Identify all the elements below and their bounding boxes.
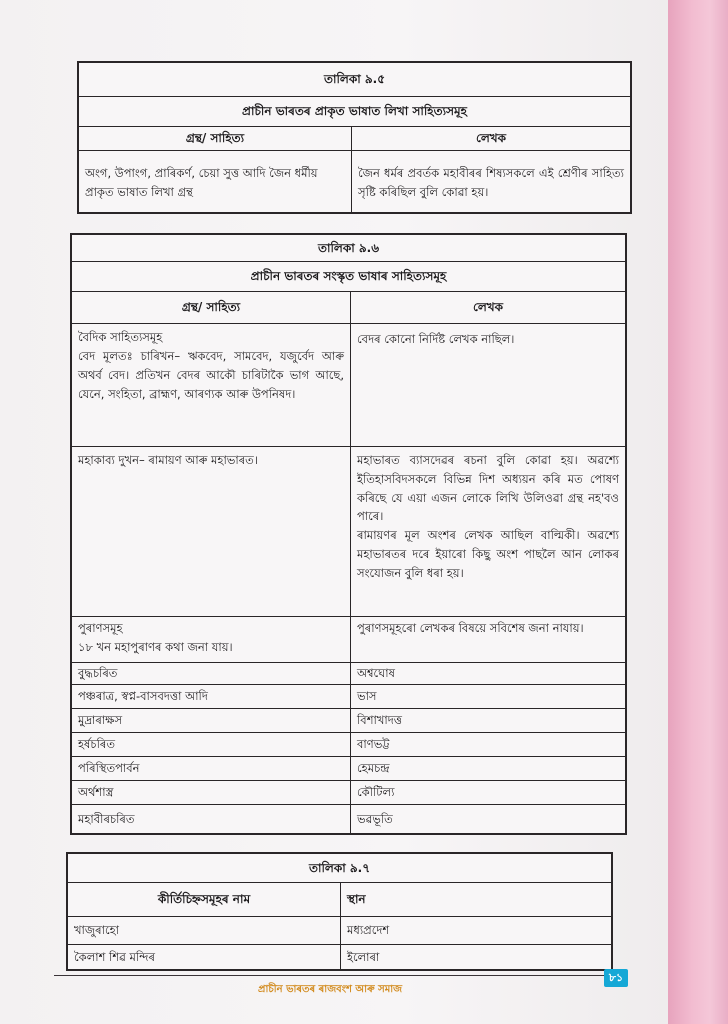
table-caption: তালিকা ৯.৭ [308,860,371,875]
table-9-5 [77,61,632,214]
table-row [72,732,625,756]
table-cell: হেমচন্দ্ৰ [350,757,625,780]
table-row [72,780,625,804]
table-cell: পঞ্চৰাত্ৰ, স্বপ্ন-বাসবদত্তা আদি [78,689,208,703]
table-cell: মহাকাব্য দুখন– ৰামায়ণ আৰু মহাভাৰত। [78,453,258,467]
table-caption: তালিকা ৯.৫ [323,72,386,86]
column-header: গ্ৰন্থ/ সাহিত্য [185,131,245,145]
table-header-row [68,882,611,916]
table-9-7 [66,852,613,971]
table-cell: হৰ্ষচৰিত [78,737,115,751]
table-caption-row [79,63,630,96]
table-row [72,804,625,833]
table-title-row [79,96,630,126]
table-cell: বিশাখাদত্ত [350,709,625,732]
table-cell: পৰিস্থিতপাৰ্বন [78,761,140,775]
table-cell: পুৰাণসমূহৰো লেখকৰ বিষয়ে সবিশেষ জনা নাযায়। [350,617,625,662]
table-row [79,150,630,212]
table-cell: ইলোৰা [340,945,611,969]
table-cell: ভৱভূতি [350,805,625,833]
table-cell: বেদৰ কোনো নিৰ্দিষ্ট লেখক নাছিল। [350,324,625,446]
page-edge [668,0,728,1024]
table-cell: ভাস [350,685,625,708]
footer-rule [54,975,606,976]
table-cell: মহাভাৰত ব্যাসদেৱৰ ৰচনা বুলি কোৱা হয়। অৱশ্যে ইতিহাসবিদসকলে বিভিন্ন দিশ অধ্যয়ন কৰি মত পোষণ কৰিছে যে এয়া এজন লোকে লিখি উলিওৱা গ্ৰন্থ নহ'বও পাৰে। ৰামায়ণৰ মূল অংশৰ লেখক আছিল বাল্মিকী। অৱশ্যে মহাভাৰতৰ দৰে ইয়াৰো কিছু অংশ পাছলৈ আন লোকৰ সংযোজন বুলি ধৰা হয়। [350,447,625,616]
table-title: প্ৰাচীন ভাৰতৰ প্ৰাকৃত ভাষাত লিখা সাহিত্যসমূহ [242,104,467,118]
table-cell: মধ্যপ্ৰদেশ [340,917,611,944]
column-header: কীৰ্তিচিহ্নসমূহৰ নাম [157,892,251,906]
table-row [68,944,611,969]
table-cell: জৈন ধৰ্মৰ প্ৰবৰ্তক মহাবীৰৰ শিষ্যসকলে এই শ্ৰেণীৰ সাহিত্য সৃষ্টি কৰিছিল বুলি কোৱা হয়। [351,151,630,212]
table-cell: পুৰাণসমূহ ১৮ খন মহাপুৰাণৰ কথা জনা যায়। [78,621,233,654]
table-row [72,616,625,662]
table-caption-row [68,854,611,882]
table-row [68,916,611,944]
table-row [72,708,625,732]
table-cell: অংগ, উপাংগ, প্ৰাৰিকৰ্ণ, চেয়া সুত্ত আদি জৈন ধৰ্মীয় প্ৰাকৃত ভাষাত লিখা গ্ৰন্থ [85,165,318,199]
table-row [72,756,625,780]
table-header-row [72,291,625,323]
table-cell: কৌটিল্য [350,781,625,804]
table-cell: বাণভট্ট [350,733,625,756]
table-cell: খাজুৰাহো [74,923,119,937]
column-header: লেখক [350,292,625,323]
page-number: ৮১ [604,969,628,987]
table-title-row [72,261,625,291]
table-cell: অশ্বঘোষ [350,663,625,684]
table-cell: বুদ্ধচৰিত [78,666,118,680]
table-row [72,662,625,684]
column-header: লেখক [351,127,630,150]
column-header: স্থান [340,883,611,916]
table-row [72,323,625,446]
table-row [72,446,625,616]
table-row [72,684,625,708]
column-header: গ্ৰন্থ/ সাহিত্য [181,300,241,314]
table-cell: মুদ্ৰাৰাক্ষস [78,713,123,727]
running-footer: প্ৰাচীন ভাৰতৰ ৰাজবংশ আৰু সমাজ [258,984,403,995]
table-header-row [79,126,630,150]
table-cell: মহাবীৰচৰিত [78,811,135,826]
table-cell: বৈদিক সাহিত্যসমূহ বেদ মূলতঃ চাৰিখন– ঋকবেদ, সামবেদ, যজুৰ্বেদ আৰু অথৰ্ব বেদ। প্ৰতিখন বেদৰ আকৌ চাৰিটাকৈ ভাগ আছে, যেনে, সংহিতা, ব্ৰাহ্মণ, আৰণ্যক আৰু উপনিষদ। [78,330,344,401]
table-caption: তালিকা ৯.৬ [317,240,380,255]
table-caption-row [72,235,625,261]
table-9-6 [70,233,627,835]
table-title: প্ৰাচীন ভাৰতৰ সংস্কৃত ভাষাৰ সাহিত্যসমূহ [250,269,447,283]
table-cell: কৈলাশ শিৱ মন্দিৰ [74,949,155,964]
table-cell: অৰ্থশাস্ত্ৰ [78,785,114,799]
